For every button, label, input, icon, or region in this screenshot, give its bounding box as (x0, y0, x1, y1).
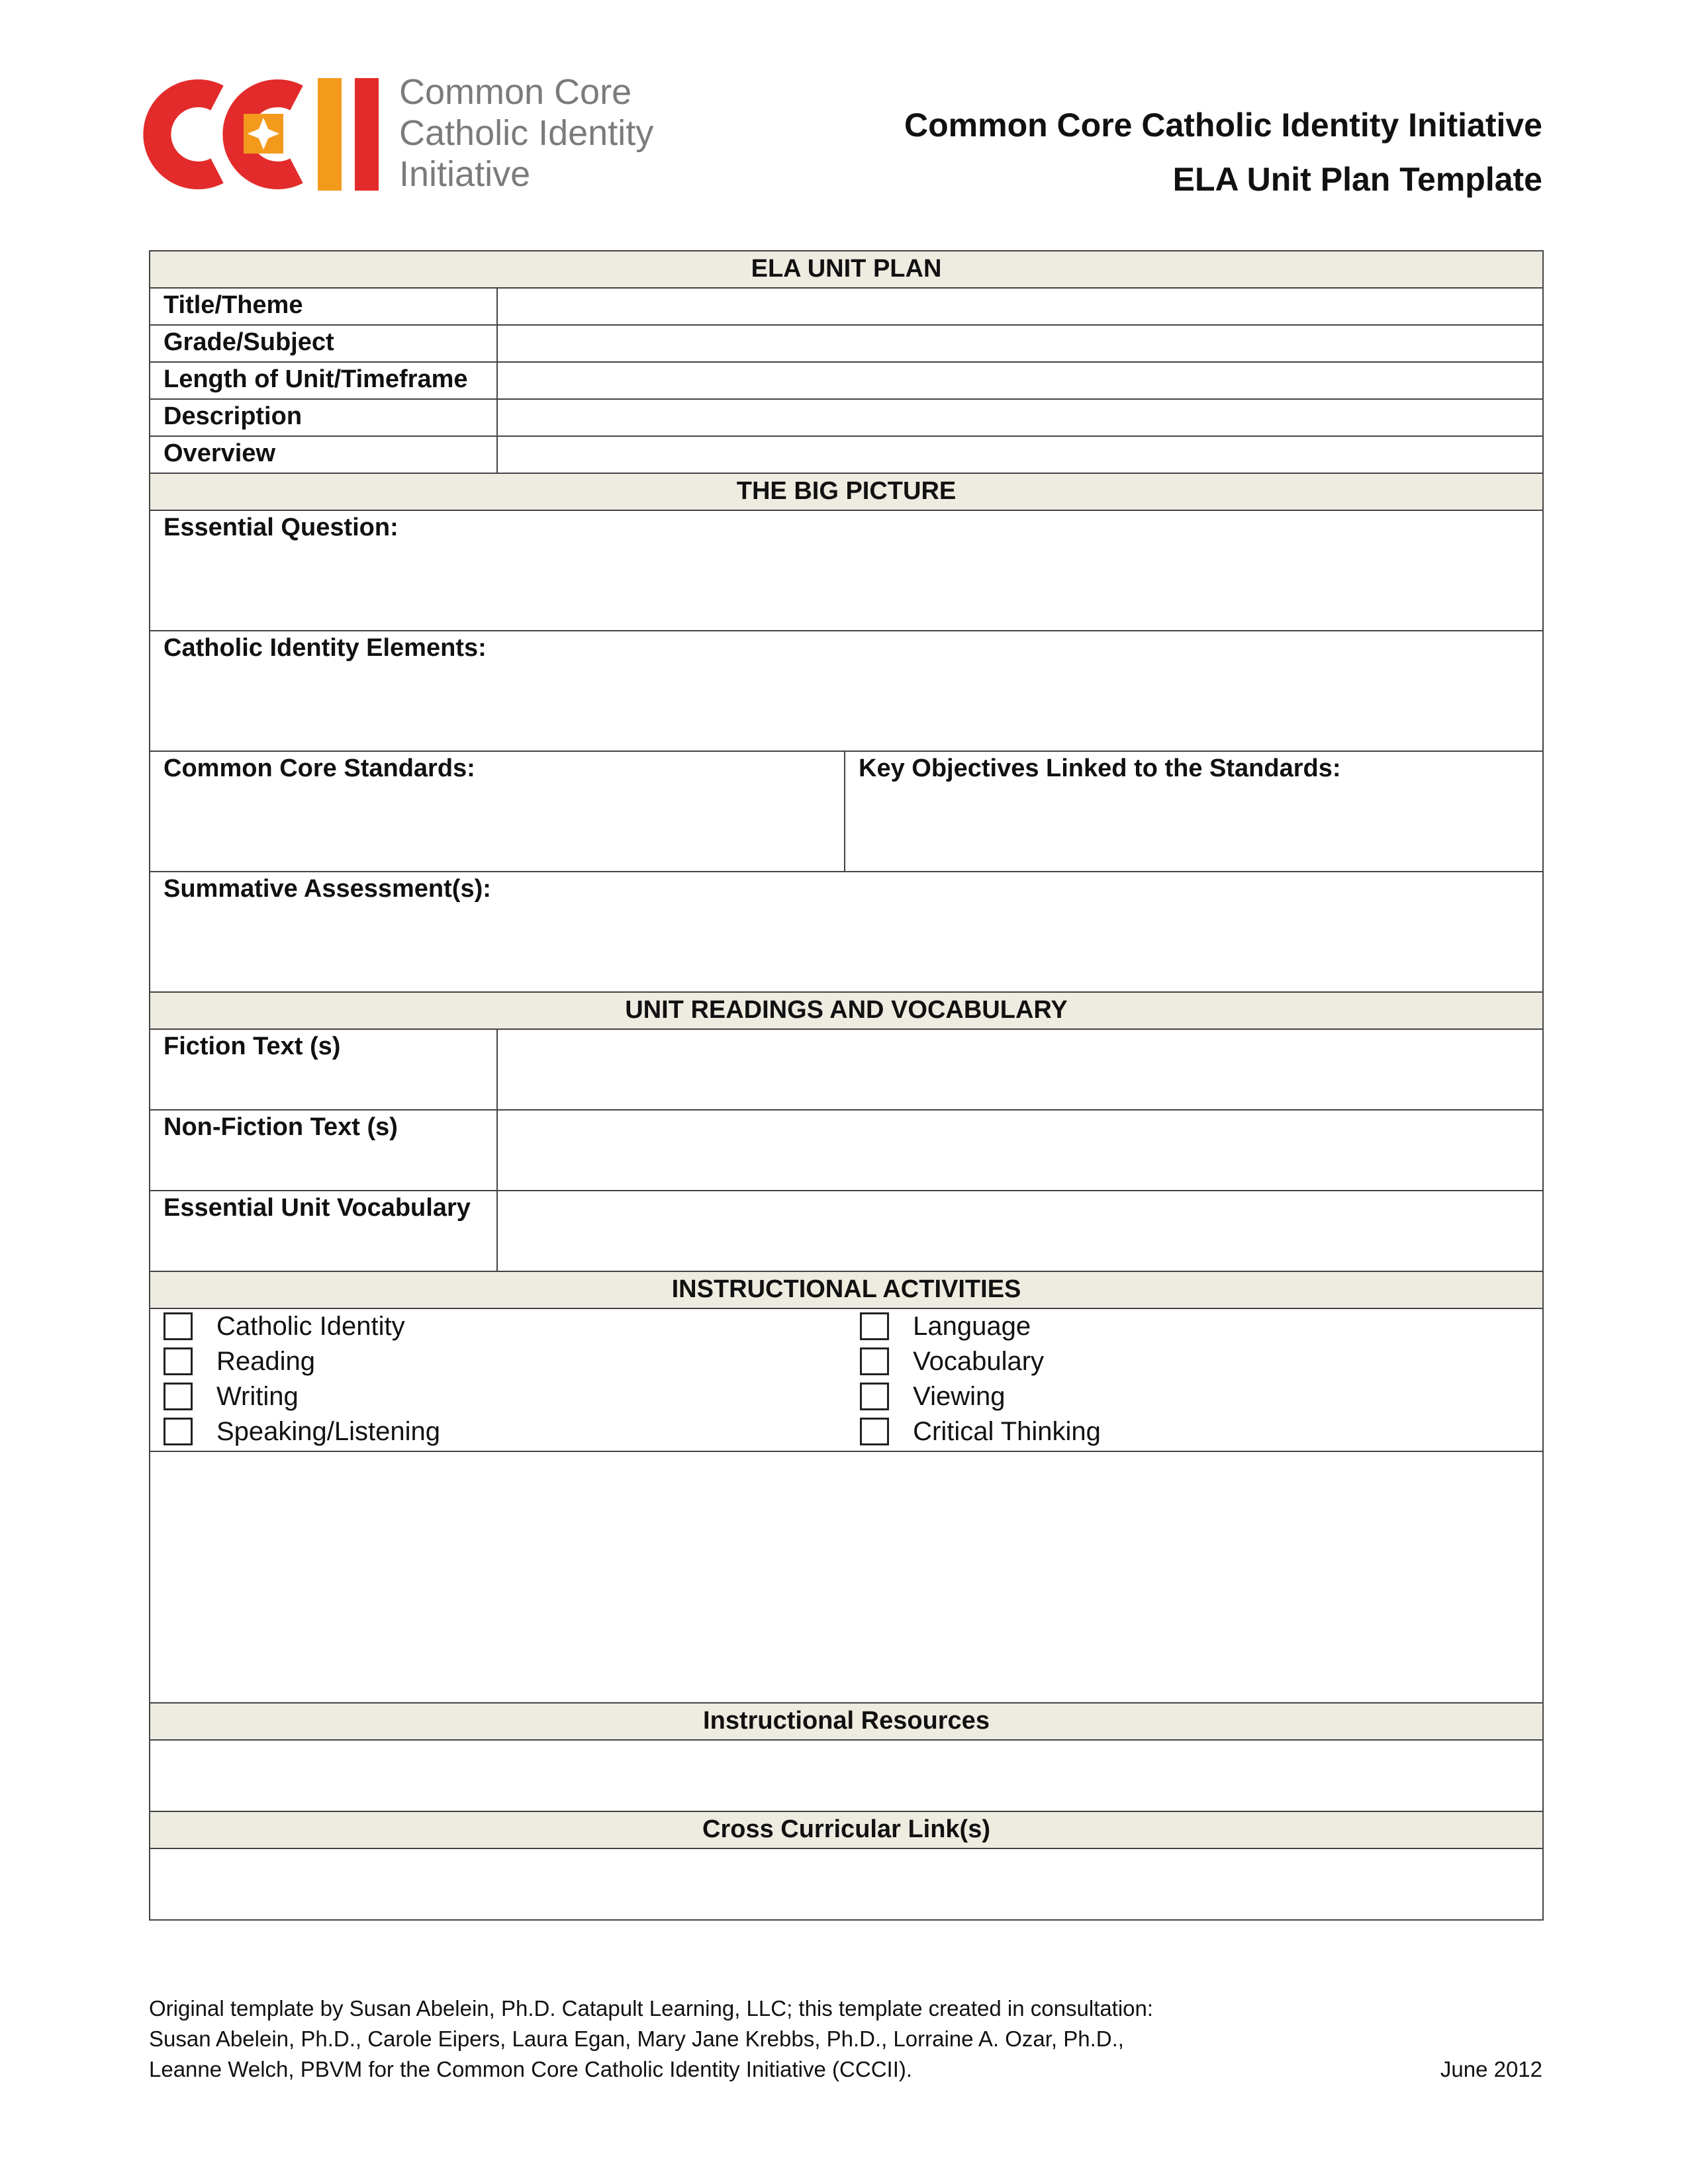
footer-line-1: Original template by Susan Abelein, Ph.D. Catapult Learning, LLC; this template created in consultation: (149, 1996, 1154, 2021)
label-title-theme: Title/Theme (150, 288, 497, 325)
document-title (904, 98, 1542, 206)
checkbox-label: Catholic Identity (216, 1312, 405, 1341)
checkbox-label: Viewing (913, 1382, 1006, 1411)
ccii-logo-mark (138, 71, 389, 197)
logo-letter-c1 (157, 93, 217, 175)
checkbox-label: Reading (216, 1347, 316, 1376)
field-fiction-text[interactable] (497, 1029, 1543, 1110)
checkbox-icon[interactable] (860, 1347, 889, 1375)
label-overview: Overview (150, 436, 497, 473)
field-title-theme[interactable] (497, 288, 1543, 325)
checkbox-icon[interactable] (164, 1347, 193, 1375)
field-length-timeframe[interactable] (497, 362, 1543, 399)
label-essential-vocabulary: Essential Unit Vocabulary (150, 1191, 497, 1271)
checkbox-label: Critical Thinking (913, 1417, 1101, 1446)
label-essential-question: Essential Question: (164, 514, 399, 541)
checkbox-icon[interactable] (164, 1418, 193, 1445)
checkbox-label: Language (913, 1312, 1031, 1341)
footer-line-3: Leanne Welch, PBVM for the Common Core Catholic Identity Initiative (CCCII). (149, 2057, 913, 2081)
field-essential-question[interactable] (150, 510, 1543, 631)
section-instructional-activities: INSTRUCTIONAL ACTIVITIES (150, 1271, 1543, 1308)
logo-line-2: Catholic Identity (399, 113, 654, 153)
field-essential-vocabulary[interactable] (497, 1191, 1543, 1271)
checkbox-label: Writing (216, 1382, 299, 1411)
field-common-core-standards[interactable] (150, 751, 845, 872)
logo-line-1: Common Core (399, 72, 632, 112)
field-activities-notes[interactable] (150, 1451, 1543, 1703)
title-line-2: ELA Unit Plan Template (1172, 161, 1542, 198)
checkbox-icon[interactable] (860, 1383, 889, 1410)
field-cross-curricular[interactable] (150, 1848, 1543, 1920)
field-grade-subject[interactable] (497, 325, 1543, 362)
activity-column-left (164, 1309, 819, 1449)
field-non-fiction-text[interactable] (497, 1110, 1543, 1191)
checkbox-label: Speaking/Listening (216, 1417, 441, 1446)
field-overview[interactable] (497, 436, 1543, 473)
label-description: Description (150, 399, 497, 436)
checkbox-reading[interactable] (164, 1344, 819, 1379)
field-description[interactable] (497, 399, 1543, 436)
checkbox-vocabulary[interactable] (860, 1344, 1515, 1379)
footer-date: June 2012 (1440, 2057, 1542, 2081)
section-big-picture: THE BIG PICTURE (150, 473, 1543, 510)
field-summative-assessment[interactable] (150, 872, 1543, 992)
title-line-1: Common Core Catholic Identity Initiative (904, 107, 1542, 144)
footer-credits (149, 1993, 1542, 2085)
label-length-timeframe: Length of Unit/Timeframe (150, 362, 497, 399)
ccii-logo (138, 71, 687, 197)
logo-letter-i1 (318, 78, 342, 191)
section-instructional-resources: Instructional Resources (150, 1703, 1543, 1740)
label-non-fiction-text: Non-Fiction Text (s) (150, 1110, 497, 1191)
checkbox-icon[interactable] (860, 1312, 889, 1340)
logo-wordmark (399, 71, 653, 195)
label-catholic-identity-elements: Catholic Identity Elements: (164, 634, 487, 662)
logo-line-3: Initiative (399, 154, 531, 194)
label-grade-subject: Grade/Subject (150, 325, 497, 362)
logo-letter-i2 (355, 78, 379, 191)
checkbox-label: Vocabulary (913, 1347, 1045, 1376)
checkbox-icon[interactable] (164, 1312, 193, 1340)
section-unit-readings: UNIT READINGS AND VOCABULARY (150, 992, 1543, 1029)
section-cross-curricular: Cross Curricular Link(s) (150, 1811, 1543, 1848)
section-ela-unit-plan: ELA UNIT PLAN (150, 251, 1543, 288)
field-catholic-identity-elements[interactable] (150, 631, 1543, 751)
checkbox-icon[interactable] (860, 1418, 889, 1445)
checkbox-viewing[interactable] (860, 1379, 1515, 1414)
label-common-core-standards: Common Core Standards: (164, 754, 475, 782)
field-key-objectives[interactable] (845, 751, 1543, 872)
label-fiction-text: Fiction Text (s) (150, 1029, 497, 1110)
checkbox-writing[interactable] (164, 1379, 819, 1414)
checkbox-icon[interactable] (164, 1383, 193, 1410)
activity-column-right (860, 1309, 1515, 1449)
label-summative-assessment: Summative Assessment(s): (164, 875, 491, 903)
checkbox-catholic-identity[interactable] (164, 1309, 819, 1344)
unit-plan-form (149, 250, 1544, 1921)
checkbox-speaking-listening[interactable] (164, 1414, 819, 1449)
footer-line-2: Susan Abelein, Ph.D., Carole Eipers, Laura Egan, Mary Jane Krebbs, Ph.D., Lorraine A. Ozar, Ph.D., (149, 2026, 1124, 2051)
field-instructional-resources[interactable] (150, 1740, 1543, 1811)
checkbox-critical-thinking[interactable] (860, 1414, 1515, 1449)
checkbox-language[interactable] (860, 1309, 1515, 1344)
label-key-objectives: Key Objectives Linked to the Standards: (859, 754, 1341, 782)
activity-checklist (150, 1308, 1543, 1451)
